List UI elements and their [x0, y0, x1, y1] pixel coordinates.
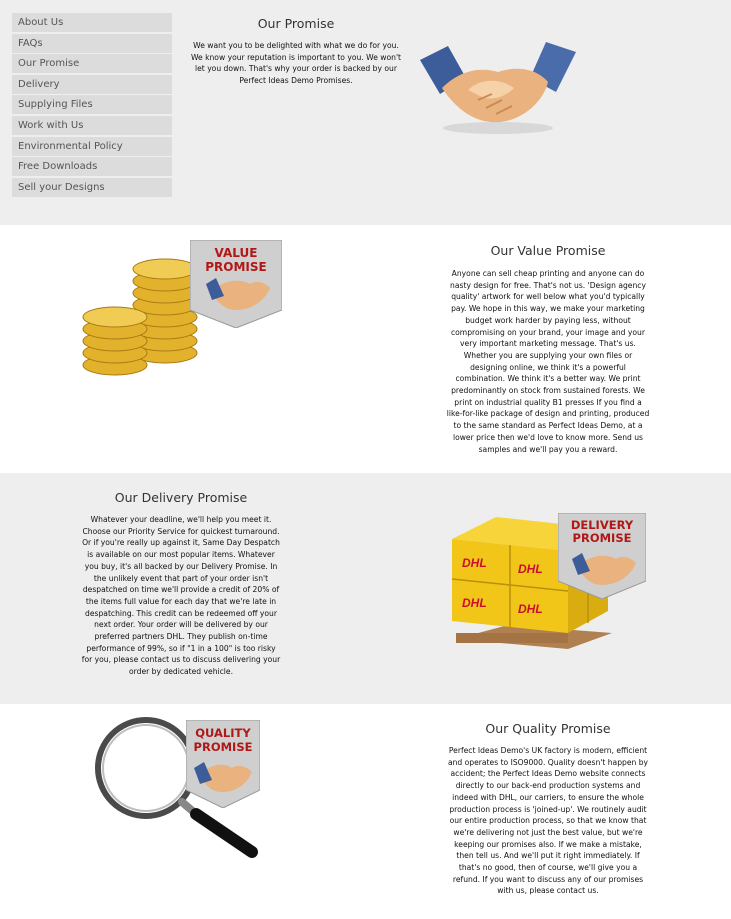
- sidebar-item-delivery[interactable]: Delivery: [12, 75, 172, 94]
- sidebar-item-free-downloads[interactable]: Free Downloads: [12, 157, 172, 176]
- svg-text:DHL: DHL: [462, 596, 487, 610]
- sidebar-item-work-with-us[interactable]: Work with Us: [12, 116, 172, 135]
- delivery-title: Our Delivery Promise: [114, 490, 248, 505]
- handshake-image: [418, 38, 578, 138]
- delivery-badge-line1: DELIVERY: [570, 518, 634, 532]
- value-badge: [190, 240, 282, 328]
- svg-text:DHL: DHL: [518, 562, 543, 576]
- quality-badge-line2: PROMISE: [193, 740, 253, 754]
- promise-title: Our Promise: [257, 16, 335, 31]
- promise-text: We want you to be delighted with what we do for you. We know your reputation is important to you. We won't let you down. That's why your order is backed by our Perfect Ideas Demo Promises.: [190, 41, 402, 86]
- quality-text: Perfect Ideas Demo's UK factory is modern, efficient and operates to ISO9000. Quality doesn't happen by accident; the Perfect Ideas Demo website connects directly to our back-end production systems and indeed with DHL, our carriers, to ensure the whole production process is 'joined-up'. We routinely audit our entire production process, so that we know that we're delivering not just the best value, but we're keeping our promises also. If we make a mistake, then tell us. And we'll put it right immediately. If that's no good, then of course, we'll give you a refund. If you want to discuss any of our promises with us, please contact us.: [447, 746, 649, 896]
- svg-text:DHL: DHL: [518, 602, 543, 616]
- promise-section: [0, 0, 731, 225]
- quality-section: [0, 704, 731, 919]
- value-badge-line1: VALUE: [214, 246, 258, 260]
- value-title: Our Value Promise: [490, 243, 606, 258]
- sidebar-item-faqs[interactable]: FAQs: [12, 34, 172, 53]
- delivery-text: Whatever your deadline, we'll help you meet it. Choose our Priority Service for quickest turnaround. Or if you're really up against it, Same Day Despatch is available on our most popular items. Whatever you buy, it's all backed by our Delivery Promise. In the unlikely event that part of your order isn't despatched on time we'll provide a credit of 20% of the items full value for each day that we're late in despatching. This credit can be redeemed off your next order. Your order will be delivered by our preferred partners DHL. They publish on-time performance of 99%, so if "1 in a 100" is too risky for you, please contact us to discuss delivering your order by dedicated vehicle.: [81, 515, 281, 677]
- value-badge-line2: PROMISE: [205, 260, 267, 274]
- value-text: Anyone can sell cheap printing and anyone can do nasty design for free. That's not us. 'Design agency quality' artwork for well below what you'd typically pay. We hope in this way, we make your marketing budget work harder by paying less, without compromising on your brand, your image and your very important marketing message. That's us. Whether you are supplying your own files or designing online, we think it's a powerful combination. We think it's a better way. We print predominantly on stock from sustained forests. We print on industrial quality B1 presses If you find a like-for-like package of design and printing, produced to the same standard as Perfect Ideas Demo, at a lower price then we'd love to know more. Send us samples and we'll pay you a reward.: [446, 269, 650, 454]
- delivery-badge: [558, 513, 646, 599]
- quality-badge: [186, 720, 260, 808]
- sidebar-item-sell-your-designs[interactable]: Sell your Designs: [12, 178, 172, 197]
- value-section: [0, 225, 731, 473]
- sidebar-item-supplying-files[interactable]: Supplying Files: [12, 95, 172, 114]
- delivery-badge-line2: PROMISE: [572, 531, 632, 545]
- sidebar-item-our-promise[interactable]: Our Promise: [12, 54, 172, 73]
- quality-badge-line1: QUALITY: [195, 726, 251, 740]
- delivery-section: [0, 473, 731, 704]
- sidebar-nav: [12, 13, 172, 198]
- sidebar-item-environmental-policy[interactable]: Environmental Policy: [12, 137, 172, 156]
- svg-text:DHL: DHL: [462, 556, 487, 570]
- quality-title: Our Quality Promise: [485, 721, 611, 736]
- sidebar-item-about-us[interactable]: About Us: [12, 13, 172, 32]
